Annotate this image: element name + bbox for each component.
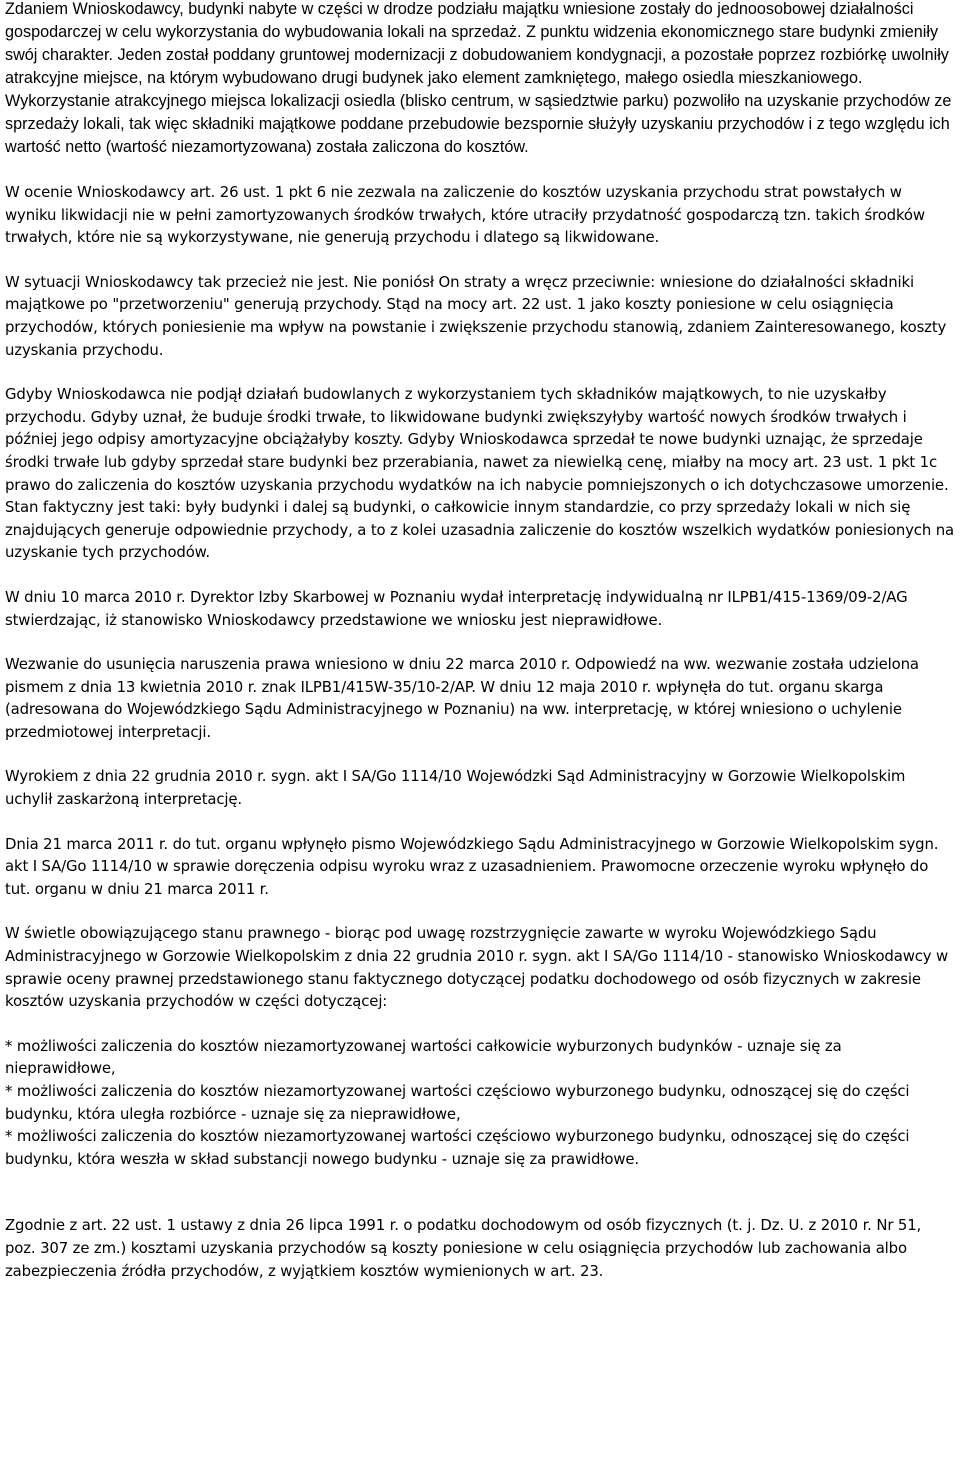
paragraph-complaint: Wezwanie do usunięcia naruszenia prawa wniesiono w dniu 22 marca 2010 r. Odpowiedź na ww. wezwanie została udzielona pismem z dnia 13 kwietnia 2010 r. znak ILPB1/415W-35/10-2/AP. W dniu 12 maja 2010 r. wpłynęła do tut. organu skarga (adresowana do Wojewódzkiego Sądu Administracyjnego w Poznaniu) na ww. interpretację, w której wniesiono o uchylenie przedmiotowej interpretacji. [5,655,919,741]
paragraph-legal-basis: Zgodnie z art. 22 ust. 1 ustawy z dnia 26 lipca 1991 r. o podatku dochodowym od osób fizycznych (t. j. Dz. U. z 2010 r. Nr 51, poz. 307 ze zm.) kosztami uzyskania przychodów są koszty poniesione w celu osiągnięcia przychodów lub zachowania albo zabezpieczenia źródła przychodów, z wyjątkiem kosztów wymienionych w art. 23. [5,1216,922,1280]
bullet-list [5,1035,956,1171]
paragraph-court-letter: Dnia 21 marca 2011 r. do tut. organu wpłynęło pismo Wojewódzkiego Sądu Administracyjnego w Gorzowie Wielkopolskim sygn. akt I SA/Go 1114/10 w sprawie doręczenia odpisu wyroku wraz z uzasadnieniem. Prawomocne orzeczenie wyroku wpłynęło do tut. organu w dniu 21 marca 2011 r. [5,834,939,898]
paragraph-applicant-situation: W sytuacji Wnioskodawcy tak przecież nie jest. Nie poniósł On straty a wręcz przeciwnie: wniesione do działalności składniki majątkowe po "przetworzeniu" generują przychody. Stąd na mocy art. 22 ust. 1 jako koszty poniesione w celu osiągnięcia przychodów, których poniesienie ma wpływ na powstanie i zwiększenie przychodu stanowią, zdaniem Zainteresowanego, koszty uzyskania przychodu. [5,272,947,359]
bullet-item-1: * możliwości zaliczenia do kosztów niezamortyzowanej wartości całkowicie wyburzonych budynków - uznaje się za nieprawidłowe, [5,1036,842,1078]
paragraph-legal-state: W świetle obowiązującego stanu prawnego - biorąc pod uwagę rozstrzygnięcie zawarte w wyroku Wojewódzkiego Sądu Administracyjnego w Gorzowie Wielkopolskim z dnia 22 grudnia 2010 r. sygn. akt I SA/Go 1114/10 - stanowisko Wnioskodawcy w sprawie oceny prawnej przedstawionego stanu faktycznego dotyczącej podatku dochodowego od osób fizycznych w zakresie kosztów uzyskania przychodów w części dotyczącej: [5,924,949,1011]
paragraph-judgment: Wyrokiem z dnia 22 grudnia 2010 r. sygn. akt I SA/Go 1114/10 Wojewódzki Sąd Administracyjny w Gorzowie Wielkopolskim uchylił zaskarżoną interpretację. [5,767,906,809]
bullet-item-3: * możliwości zaliczenia do kosztów niezamortyzowanej wartości częściowo wyburzonego budynku, odnoszącej się do części budynku, która weszła w skład substancji nowego budynku - uznaje się za prawidłowe. [5,1127,910,1168]
paragraph-applicant-assessment: W ocenie Wnioskodawcy art. 26 ust. 1 pkt 6 nie zezwala na zaliczenie do kosztów uzyskania przychodu strat powstałych w wyniku likwidacji nie w pełni zamortyzowanych środków trwałych, które utraciły przydatność gospodarczą tzn. takich środków trwałych, które nie są wykorzystywane, nie generują przychodu i dlatego są likwidowane. [5,183,925,247]
paragraph-hypothetical: Gdyby Wnioskodawca nie podjął działań budowlanych z wykorzystaniem tych składników majątkowych, to nie uzyskałby przychodu. Gdyby uznał, że buduje środki trwałe, to likwidowane budynki zwiększyłyby wartość nowych środków trwałych i później jego odpisy amortyzacyjne obciążałyby koszty. Gdyby Wnioskodawca sprzedał te nowe budynki uznając, że sprzedaje środki trwałe lub gdyby sprzedał stare budynki bez przerabiania, nawet za niewielką cenę, miałby na mocy art. 23 ust. 1 pkt 1c prawo do zaliczenia do kosztów uzyskania przychodu wydatków na ich nabycie pomniejszonych o ich dotychczasowe umorzenie. Stan faktyczny jest taki: były budynki i dalej są budynki, o całkowicie innym standardzie, co przy sprzedaży lokali w nich się znajdujących generuje odpowiednie przychody, a to z kolei uzasadnia zaliczenie do kosztów wszelkich wydatków poniesionych na uzyskanie tych przychodów. [5,385,954,562]
bullet-item-2: * możliwości zaliczenia do kosztów niezamortyzowanej wartości częściowo wyburzonego budynku, odnoszącej się do części budynku, która uległa rozbiórce - uznaje się za nieprawidłowe, [5,1082,910,1123]
paragraph-interpretation-issued: W dniu 10 marca 2010 r. Dyrektor Izby Skarbowej w Poznaniu wydał interpretację indywidualną nr ILPB1/415-1369/09-2/AG stwierdzając, iż stanowisko Wnioskodawcy przedstawione we wniosku jest nieprawidłowe. [5,587,908,629]
paragraph-applicant-position: Zdaniem Wnioskodawcy, budynki nabyte w części w drodze podziału majątku wniesione zostały do jednoosobowej działalności gospodarczej w celu wykorzystania do wybudowania lokali na sprzedaż. Z punktu widzenia ekonomicznego stare budynki zmieniły swój charakter. Jeden został poddany gruntowej modernizacji z dobudowaniem kondygnacji, a pozostałe poprzez rozbiórkę uwolniły atrakcyjne miejsce, na którym wybudowano drugi budynek jako element zamkniętego, małego osiedla mieszkaniowego. Wykorzystanie atrakcyjnego miejsca lokalizacji osiedla (blisko centrum, w sąsiedztwie parku) pozwoliło na uzyskanie przychodów ze sprzedaży lokali, tak więc składniki majątkowe poddane przebudowie bezspornie służyły uzyskaniu przychodów i z tego względu ich wartość netto (wartość niezamortyzowana) została zaliczona do kosztów. [5,0,952,156]
